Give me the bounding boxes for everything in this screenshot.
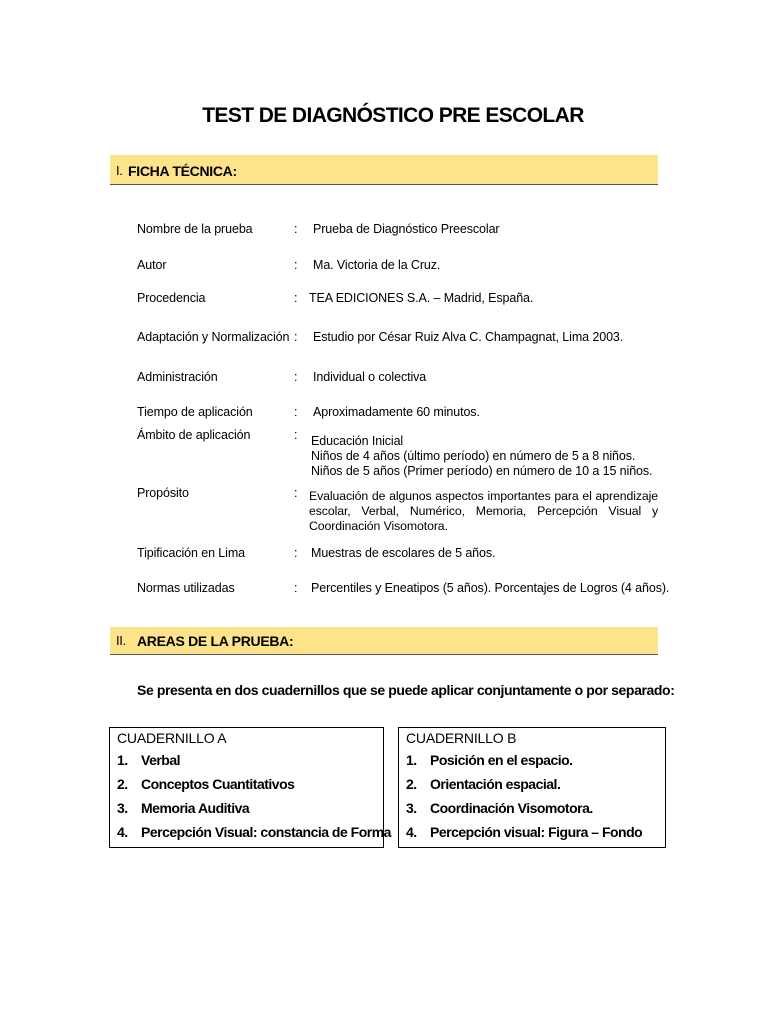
section-header-areas <box>110 627 658 655</box>
info-colon: : <box>294 405 298 419</box>
info-value: Prueba de Diagnóstico Preescolar <box>313 222 500 236</box>
info-value-line: Niños de 4 años (último período) en número de 5 a 8 niños. <box>311 449 636 463</box>
section-heading: AREAS DE LA PRUEBA: <box>137 633 294 649</box>
list-number: 2. <box>406 776 417 792</box>
section-header-ficha-tecnica <box>110 155 658 185</box>
list-number: 1. <box>406 752 417 768</box>
list-item <box>117 752 391 776</box>
info-label: Autor <box>137 258 167 272</box>
list-text: Posición en el espacio. <box>430 752 573 768</box>
info-value: Aproximadamente 60 minutos. <box>313 405 480 419</box>
booklet-title: CUADERNILLO A <box>117 730 227 746</box>
list-number: 3. <box>406 800 417 816</box>
info-value-line: Educación Inicial <box>311 434 404 448</box>
info-label: Propósito <box>137 486 189 500</box>
info-label: Normas utilizadas <box>137 581 235 595</box>
info-value: TEA EDICIONES S.A. – Madrid, España. <box>309 291 534 305</box>
booklet-list <box>117 752 391 848</box>
list-number: 3. <box>117 800 128 816</box>
info-value: Percentiles y Eneatipos (5 años). Porcentajes de Logros (4 años). <box>311 581 670 595</box>
info-colon: : <box>294 330 298 344</box>
info-colon: : <box>294 291 298 305</box>
info-label: Ámbito de aplicación <box>137 428 251 442</box>
list-text: Orientación espacial. <box>430 776 561 792</box>
booklet-b-box <box>398 727 666 848</box>
list-text: Memoria Auditiva <box>141 800 250 816</box>
list-number: 1. <box>117 752 128 768</box>
info-value: Estudio por César Ruiz Alva C. Champagnat, Lima 2003. <box>313 330 624 344</box>
section-number: II. <box>116 633 126 648</box>
list-item <box>117 824 391 848</box>
info-colon: : <box>294 546 298 560</box>
booklet-a-box <box>109 727 391 848</box>
info-label: Administración <box>137 370 218 384</box>
info-value: Ma. Victoria de la Cruz. <box>313 258 441 272</box>
info-value: Individual o colectiva <box>313 370 427 384</box>
info-value-line: Niños de 5 años (Primer período) en número de 10 a 15 niños. <box>311 464 653 478</box>
info-colon: : <box>294 581 298 595</box>
info-value: Evaluación de algunos aspectos importantes para el aprendizaje escolar, Verbal, Numérico, Memoria, Percepción Visual y Coordinación Visomotora. <box>309 489 658 533</box>
info-colon: : <box>294 370 298 384</box>
info-label: Tiempo de aplicación <box>137 405 253 419</box>
list-item <box>117 800 391 824</box>
list-item <box>406 800 642 824</box>
info-colon: : <box>294 428 298 442</box>
info-label: Nombre de la prueba <box>137 222 253 236</box>
info-label: Tipificación en Lima <box>137 546 246 560</box>
list-number: 4. <box>406 824 417 840</box>
list-text: Coordinación Visomotora. <box>430 800 593 816</box>
document-title: TEST DE DIAGNÓSTICO PRE ESCOLAR <box>202 104 584 127</box>
list-item <box>406 776 642 800</box>
info-colon: : <box>294 258 298 272</box>
section-intro: Se presenta en dos cuadernillos que se puede aplicar conjuntamente o por separado: <box>137 682 675 698</box>
list-text: Percepción visual: Figura – Fondo <box>430 824 643 840</box>
info-label: Procedencia <box>137 291 206 305</box>
booklet-list <box>406 752 642 848</box>
list-text: Percepción Visual: constancia de Forma <box>141 824 391 840</box>
list-item <box>117 776 391 800</box>
info-value: Muestras de escolares de 5 años. <box>311 546 496 560</box>
info-colon: : <box>294 222 298 236</box>
list-number: 4. <box>117 824 128 840</box>
info-label: Adaptación y Normalización <box>137 330 290 344</box>
list-number: 2. <box>117 776 128 792</box>
list-item <box>406 824 642 848</box>
list-item <box>406 752 642 776</box>
info-value-multiline <box>311 434 652 479</box>
list-text: Conceptos Cuantitativos <box>141 776 295 792</box>
list-text: Verbal <box>141 752 181 768</box>
info-colon: : <box>294 486 298 500</box>
booklet-title: CUADERNILLO B <box>406 730 517 746</box>
section-number: I. <box>116 163 123 178</box>
section-heading: FICHA TÉCNICA: <box>128 163 237 179</box>
